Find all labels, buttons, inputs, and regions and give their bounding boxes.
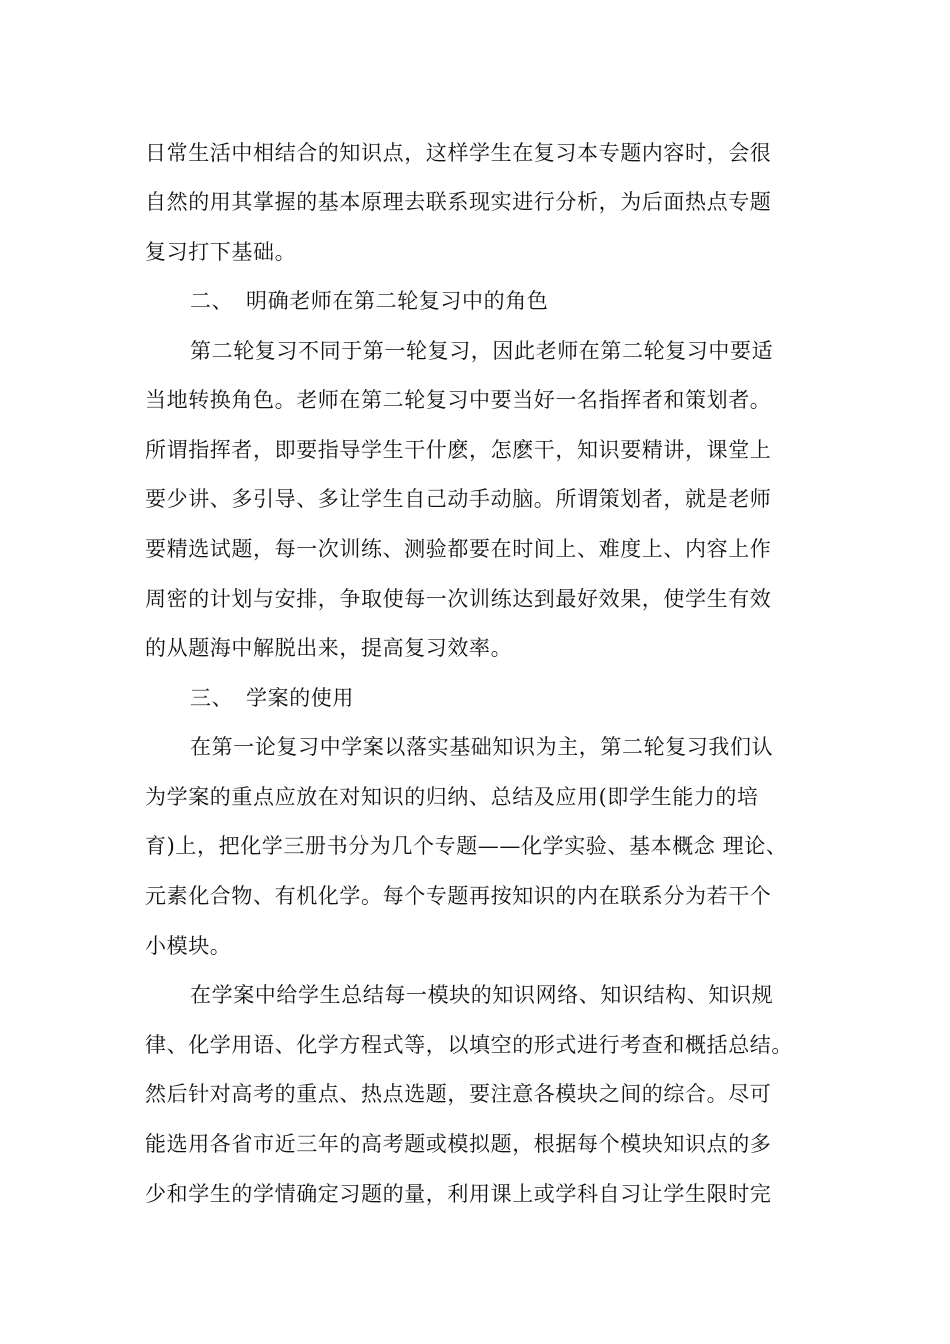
paragraph-1-line-3: 复习打下基础。 bbox=[145, 240, 297, 264]
paragraph-2-line-2: 当地转换角色。老师在第二轮复习中要当好一名指挥者和策划者。 bbox=[145, 388, 772, 412]
paragraph-3-line-1: 在第一论复习中学案以落实基础知识为主，第二轮复习我们认 bbox=[190, 735, 774, 759]
paragraph-4-line-5: 少和学生的学情确定习题的量，利用课上或学科自习让学生限时完 bbox=[145, 1182, 772, 1206]
paragraph-4-line-1: 在学案中给学生总结每一模块的知识网络、知识结构、知识规 bbox=[190, 983, 774, 1007]
section-heading-2 bbox=[190, 286, 548, 316]
section-title-2: 明确老师在第二轮复习中的角色 bbox=[246, 289, 549, 313]
paragraph-2-line-5: 要精选试题，每一次训练、测验都要在时间上、难度上、内容上作 bbox=[145, 537, 772, 561]
paragraph-1-line-1: 日常生活中相结合的知识点，这样学生在复习本专题内容时，会很 bbox=[145, 141, 772, 165]
paragraph-3-line-2: 为学案的重点应放在对知识的归纳、总结及应用(即学生能力的培 bbox=[145, 785, 759, 809]
section-heading-3 bbox=[190, 683, 354, 713]
paragraph-2-line-6: 周密的计划与安排，争取使每一次训练达到最好效果，使学生有效 bbox=[145, 587, 772, 611]
section-title-3: 学案的使用 bbox=[246, 686, 354, 710]
paragraph-2-line-7: 的从题海中解脱出来，提高复习效率。 bbox=[145, 636, 513, 660]
paragraph-3-line-4: 元素化合物、有机化学。每个专题再按知识的内在联系分为若干个 bbox=[145, 884, 772, 908]
paragraph-4-line-2: 律、化学用语、化学方程式等，以填空的形式进行考查和概括总结。 bbox=[145, 1033, 793, 1057]
section-number-2: 二、 bbox=[190, 289, 234, 313]
paragraph-1-line-2: 自然的用其掌握的基本原理去联系现实进行分析，为后面热点专题 bbox=[145, 190, 772, 214]
paragraph-2-line-1: 第二轮复习不同于第一轮复习，因此老师在第二轮复习中要适 bbox=[190, 339, 774, 363]
paragraph-2-line-4: 要少讲、多引导、多让学生自己动手动脑。所谓策划者，就是老师 bbox=[145, 487, 772, 511]
section-number-3: 三、 bbox=[190, 686, 234, 710]
paragraph-4-line-4: 能选用各省市近三年的高考题或模拟题，根据每个模块知识点的多 bbox=[145, 1132, 772, 1156]
paragraph-4-line-3: 然后针对高考的重点、热点选题，要注意各模块之间的综合。尽可 bbox=[145, 1082, 772, 1106]
paragraph-3-line-5: 小模块。 bbox=[145, 934, 232, 958]
paragraph-3-line-3: 育)上，把化学三册书分为几个专题——化学实验、基本概念 理论、 bbox=[145, 834, 788, 858]
paragraph-2-line-3: 所谓指挥者，即要指导学生干什麽，怎麽干，知识要精讲，课堂上 bbox=[145, 438, 772, 462]
